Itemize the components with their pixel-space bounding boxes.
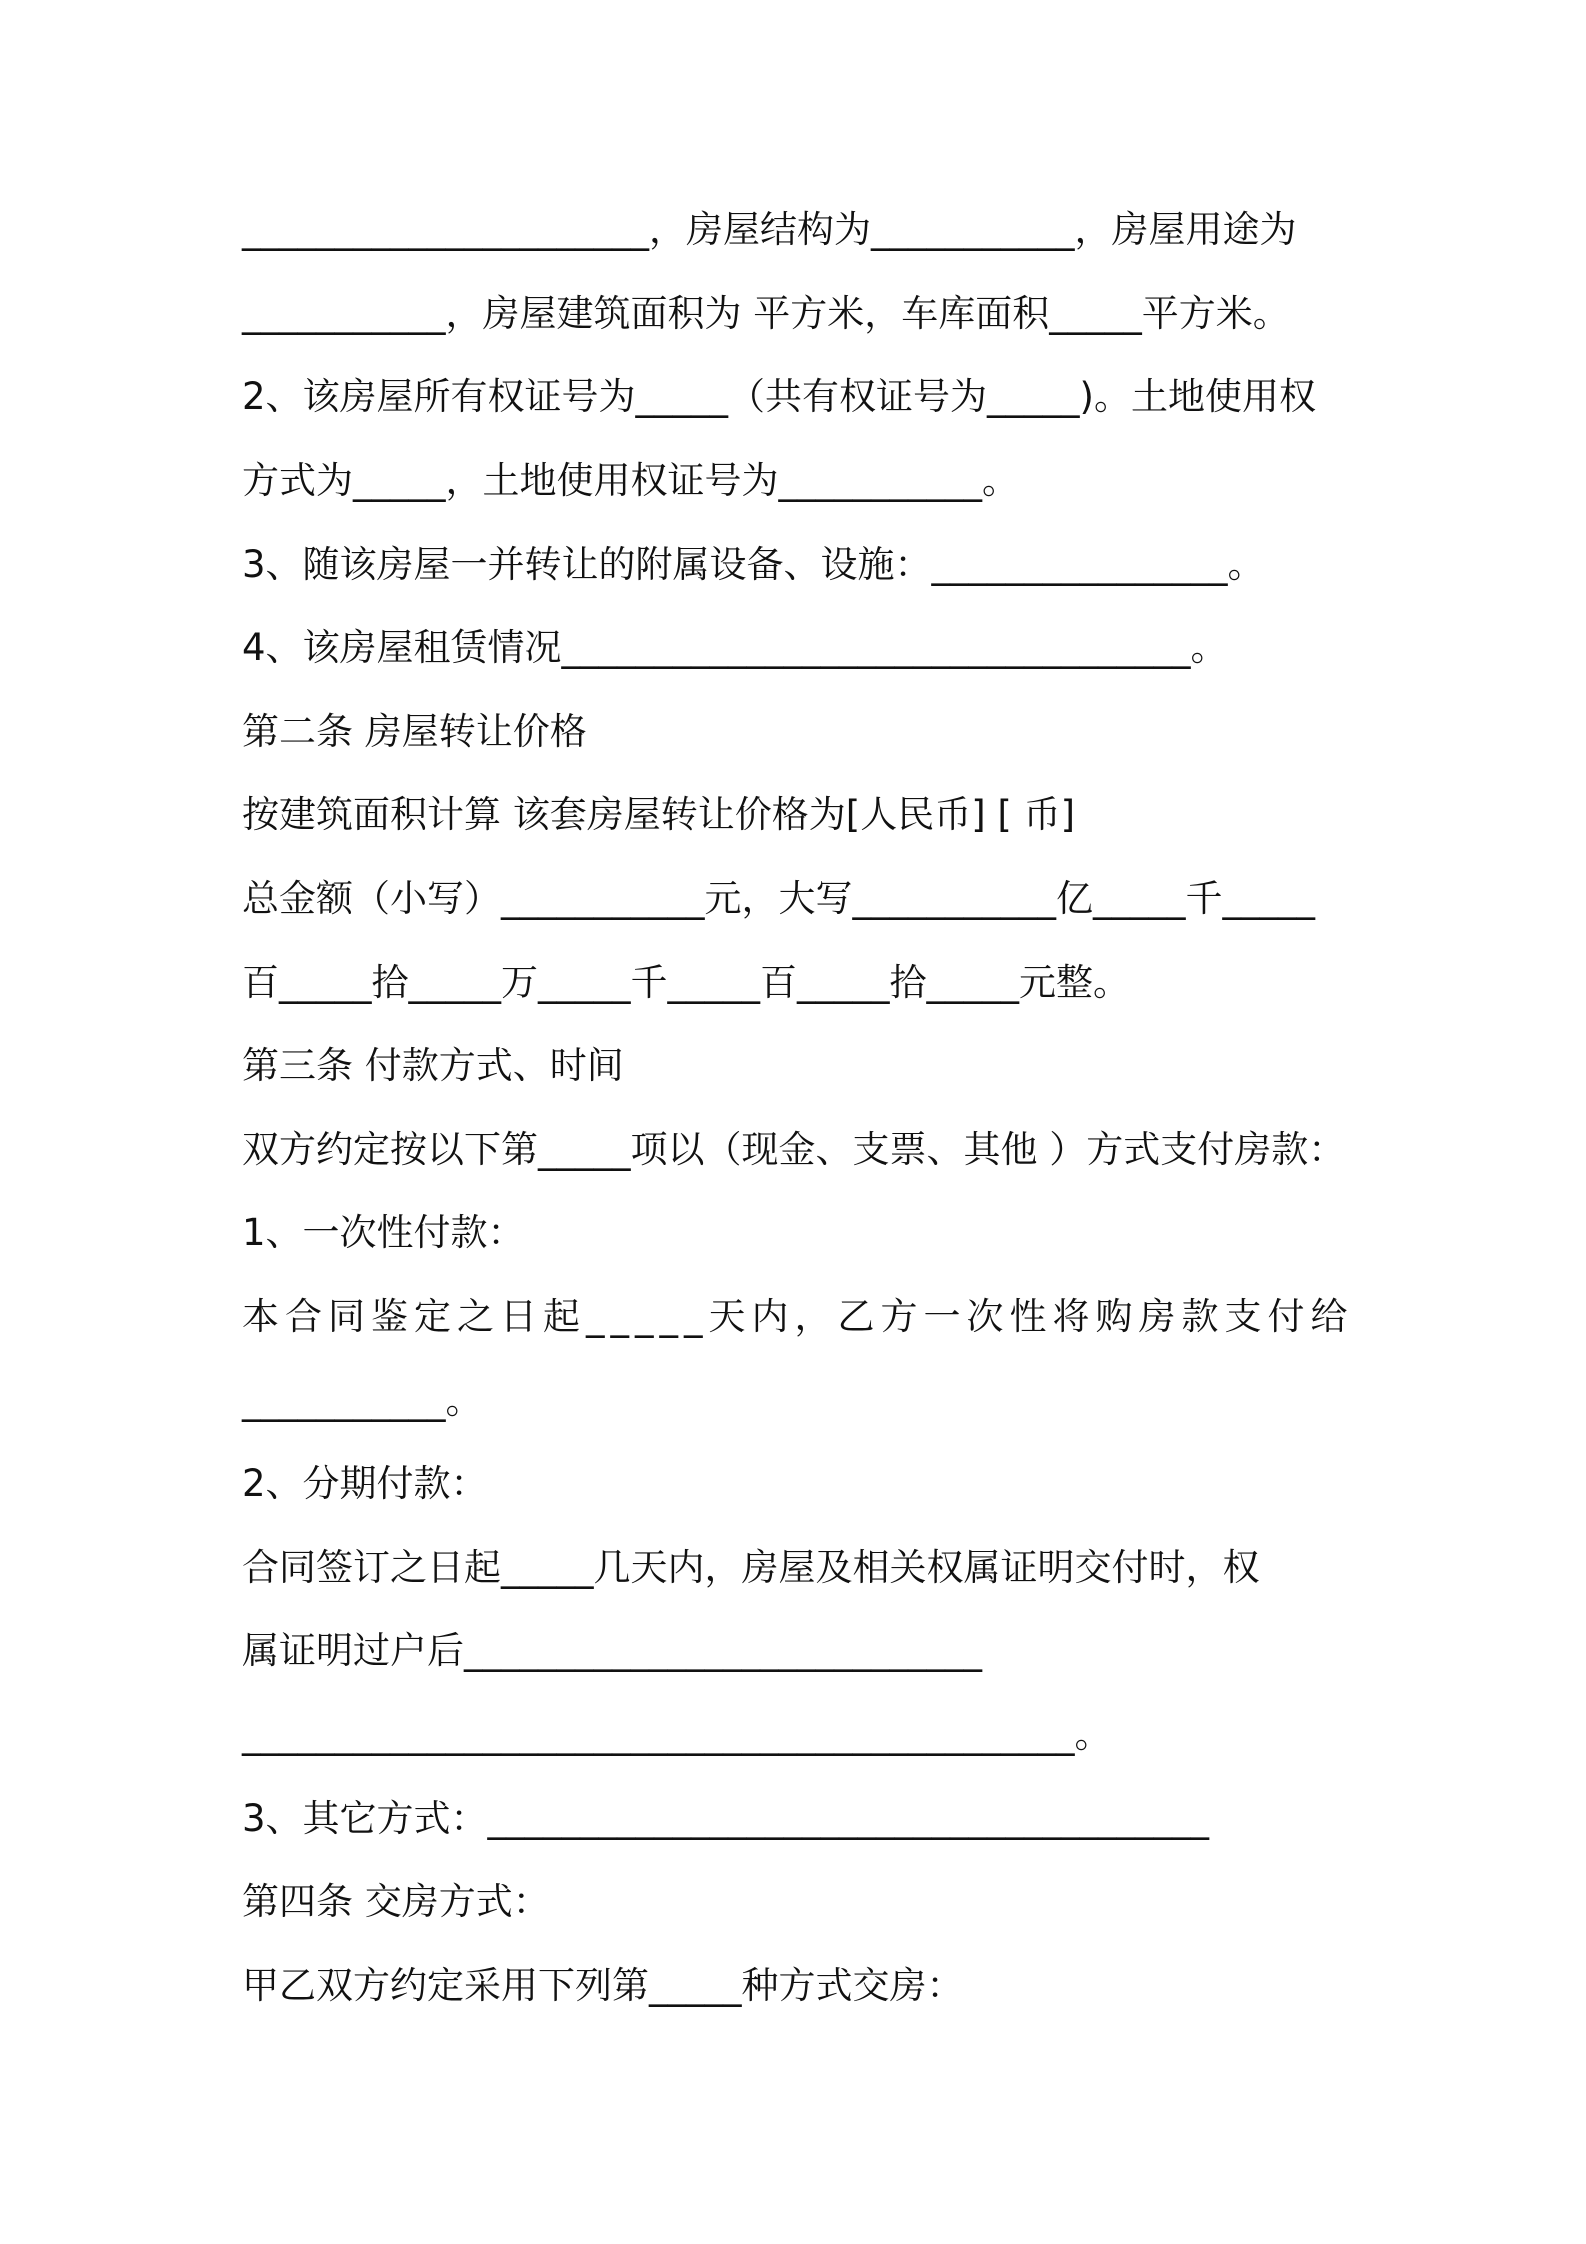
- text-line-attached-facilities: 3、随该房屋一并转让的附属设备、设施：________________。: [242, 543, 1265, 586]
- heading-article-two: 第二条 房屋转让价格: [242, 710, 587, 753]
- text-line-installments: 2、分期付款：: [242, 1462, 488, 1505]
- text-line-installment-detail: 合同签订之日起_____几天内，房屋及相关权属证明交付时，权: [242, 1546, 1260, 1589]
- text-line-floor-area: ___________，房屋建筑面积为 平方米，车库面积_____平方米。: [242, 292, 1290, 335]
- text-line-lump-sum-recipient: ___________。: [242, 1379, 483, 1422]
- text-line-amount-words: 百_____拾_____万_____千_____百_____拾_____元整。: [242, 961, 1130, 1004]
- text-line-total-amount: 总金额（小写）___________元，大写___________亿_____千_____: [242, 877, 1315, 920]
- text-line-payment-option: 双方约定按以下第_____项以（现金、支票、其他 ）方式支付房款：: [242, 1128, 1346, 1171]
- text-line-land-use: 方式为_____，土地使用权证号为___________。: [242, 459, 1019, 502]
- text-line-delivery-method: 甲乙双方约定采用下列第_____种方式交房：: [242, 1964, 964, 2007]
- text-line-blank-continuation: _____________________________________________。: [242, 1713, 1112, 1756]
- text-line-lease-status: 4、该房屋租赁情况__________________________________。: [242, 626, 1228, 669]
- text-line-price-basis: 按建筑面积计算 该套房屋转让价格为[人民币] [ 币]: [242, 793, 1076, 836]
- text-line-lump-sum-detail: 本合同鉴定之日起_____天内，乙方一次性将购房款支付给: [242, 1295, 1354, 1338]
- text-line-title-transfer: 属证明过户后____________________________: [242, 1629, 982, 1672]
- heading-article-four: 第四条 交房方式：: [242, 1880, 550, 1923]
- text-line-other-methods: 3、其它方式：_______________________________________: [242, 1797, 1210, 1840]
- text-line-house-structure: ______________________，房屋结构为___________，房屋用途为: [242, 208, 1297, 251]
- heading-article-three: 第三条 付款方式、时间: [242, 1044, 624, 1087]
- text-line-lump-sum: 1、一次性付款：: [242, 1211, 525, 1254]
- text-line-ownership-cert: 2、该房屋所有权证号为_____（共有权证号为_____)。土地使用权: [242, 375, 1316, 418]
